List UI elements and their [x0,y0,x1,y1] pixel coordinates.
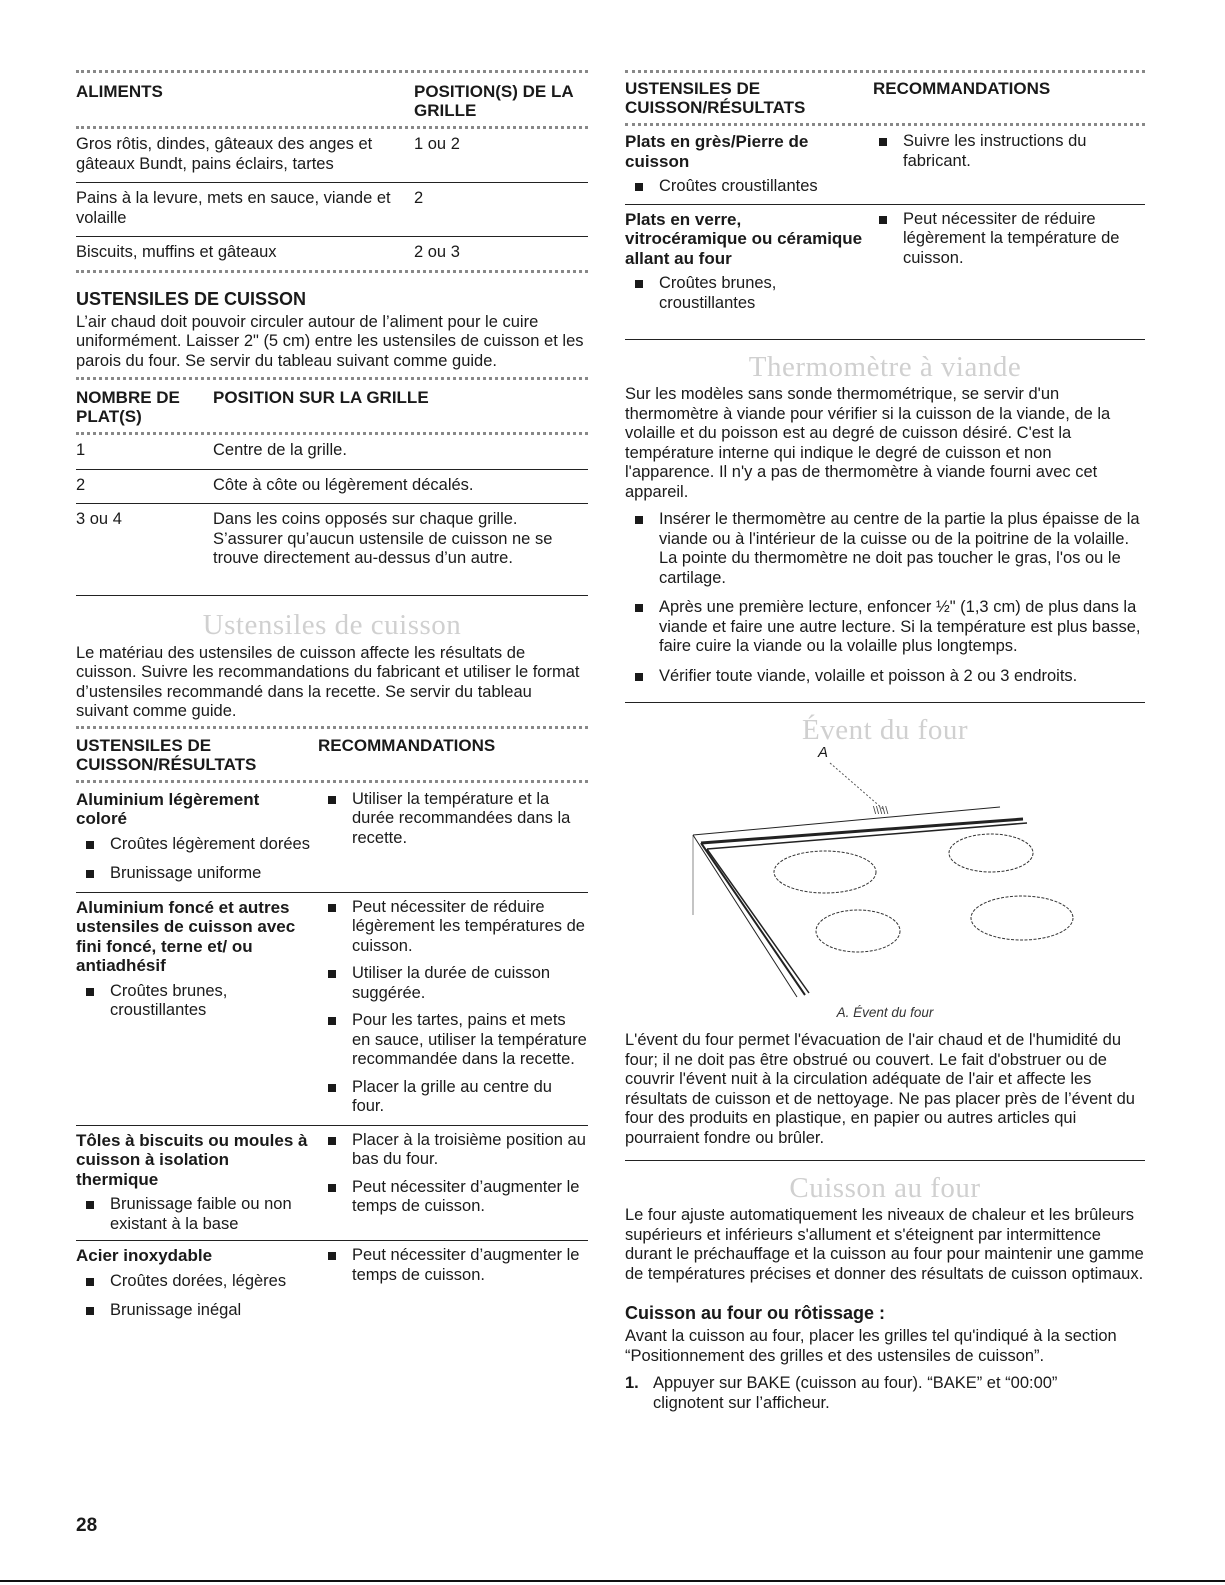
list-item: Peut nécessiter d’augmenter le temps de cuisson. [318,1246,588,1285]
table-row [76,1131,588,1235]
table3-recs-cell [318,790,588,884]
cuisson-paragraph: Le four ajuste automatiquement les niveaux de chaleur et les brûleurs supérieurs et inférieurs s'allument et s'éteignent par intermittence durant le préchauffage et la cuisson au four pour maintenir une gamme de températures précises et donner des résultats de cuisson optimaux. [625,1206,1144,1283]
row-divider [76,236,588,237]
table4-recs-cell [869,210,1139,314]
cookware-name: Plats en grès/Pierre de cuisson [625,132,809,171]
section-divider [625,1160,1145,1161]
list-item: Pour les tartes, pains et mets en sauce, utiliser la température recommandée dans la recette. [318,1011,588,1070]
table2-cell: 3 ou 4 [76,510,122,528]
list-item: Croûtes légèrement dorées [76,835,310,855]
list-item: Croûtes brunes, croustillantes [76,982,310,1021]
table3-results-cell [76,1246,318,1321]
table-row [76,441,588,461]
table-top-rule [76,70,588,73]
section-title-thermometre: Thermomètre à viande [748,351,1022,383]
table-top-rule [76,726,588,729]
row-divider [76,1240,588,1241]
table-row [76,510,588,569]
table2-header-position: POSITION SUR LA GRILLE [213,388,429,407]
callout-letter: A [818,744,829,761]
list-item: Croûtes croustillantes [625,177,863,197]
step-text: Appuyer sur BAKE (cuisson au four). “BAKE” et “00:00” clignotent sur l’afficheur. [653,1374,1058,1412]
event-paragraph: L'évent du four permet l'évacuation de l'air chaud et de l'humidité du four; il ne doit pas être obstrué ou couvert. Le fait d'obstruer ou de couvrir l'évent nuit à la circulation adéquate de l'air et affecte les résultats de cuisson et de nettoyage. Ne pas placer près de l’évent du four des produits en plastique, en papier ou autres articles qui pourraient fondre ou brûler. [625,1031,1135,1147]
table-row [76,1246,588,1321]
table1-cell: Pains à la levure, mets en sauce, viande et volaille [76,189,391,227]
oven-vent-illustration [625,744,1145,1005]
table1-cell: 2 [414,189,424,207]
section-divider [625,702,1145,703]
table1-cell: Gros rôtis, dindes, gâteaux des anges et gâteaux Bundt, pains éclairs, tartes [76,135,373,173]
table2-header-rule [76,432,588,435]
list-item: Placer à la troisième position au bas du four. [318,1131,588,1170]
table3-header-ustensiles: USTENSILES DE CUISSON/RÉSULTATS [76,735,257,774]
table-row [76,476,588,496]
table4-header-ustensiles: USTENSILES DE CUISSON/RÉSULTATS [625,79,806,117]
table3-recs-cell [318,898,588,1117]
cuisson-subheading: Cuisson au four ou rôtissage : [625,1303,886,1323]
table2-cell: Dans les coins opposés sur chaque grille. S’assurer qu’aucun ustensile de cuisson ne se trouve directement au-dessus d’un autre. [213,510,553,567]
row-divider [625,204,1145,205]
list-item: Utiliser la température et la durée recommandées dans la recette. [318,790,588,849]
list-item: Vérifier toute viande, volaille et poisson à 2 ou 3 endroits. [625,667,1145,687]
table2-cell: 2 [76,475,86,494]
table3-header-rule [76,780,588,783]
table-bottom-rule [76,270,588,273]
list-item: Peut nécessiter de réduire légèrement la température de cuisson. [869,210,1139,269]
list-item: Placer la grille au centre du four. [318,1078,588,1117]
cookware-name: Plats en verre, vitrocéramique ou céramique allant au four [625,209,863,268]
table2-cell: 1 [76,441,86,459]
table4-header-recommandations: RECOMMANDATIONS [873,79,1051,98]
list-item: Utiliser la durée de cuisson suggérée. [318,964,588,1003]
table4-recs-cell [869,132,1139,197]
table1-cell: 1 ou 2 [414,135,460,153]
table3-recs-cell [318,1246,588,1321]
list-item: Croûtes dorées, légères [76,1272,310,1292]
section-title-ustensiles: Ustensiles de cuisson [202,608,462,641]
figure-caption: A. Évent du four [836,1005,934,1020]
row-divider [76,469,588,470]
section-ustensiles-paragraph: Le matériau des ustensiles de cuisson affecte les résultats de cuisson. Suivre les recommandations du fabricant et utiliser le format d’ustensiles recommandé dans la recette. Se servir du tableau suivant comme guide. [76,643,580,720]
table-top-rule [625,70,1145,73]
list-item: Brunissage inégal [76,1301,310,1321]
section-divider [76,595,588,596]
cookware-name: Acier inoxydable [76,1246,213,1265]
table-row [76,135,588,174]
row-divider [76,892,588,893]
table-row [625,132,1145,197]
cuisson-subparagraph: Avant la cuisson au four, placer les grilles tel qu'indiqué à la section “Positionnement des grilles et des ustensiles de cuisson”. [625,1327,1117,1365]
table1-header-food: ALIMENTS [76,82,163,101]
table-row [625,210,1145,314]
table-row [76,243,588,263]
table3-results-cell [76,790,318,884]
page-bottom-rule [0,1580,1225,1582]
table-top-rule [76,377,588,380]
right-column [625,70,1145,1413]
table1-cell: Biscuits, muffins et gâteaux [76,243,277,261]
list-item: Brunissage uniforme [76,864,310,884]
table2-cell: Centre de la grille. [213,441,347,459]
table1-header-position: POSITION(S) DE LA GRILLE [414,82,573,120]
table1-header-rule [76,126,588,129]
section-title-event: Évent du four [802,714,968,746]
list-item: Brunissage faible ou non existant à la base [76,1195,310,1234]
list-item: Insérer le thermomètre au centre de la partie la plus épaisse de la viande ou à l'intérieur de la cuisse ou de la poitrine de la volaille. La pointe du thermomètre ne doit pas toucher le gras, l'os ou le cartilage. [625,510,1145,588]
cookware-name: Aluminium légèrement coloré [76,789,260,828]
table4-results-cell [625,132,869,197]
cookware-name: Aluminium foncé et autres ustensiles de cuisson avec fini foncé, terne et/ ou antiadhésif [76,897,296,975]
table-row [76,790,588,884]
list-item: Peut nécessiter d’augmenter le temps de cuisson. [318,1178,588,1217]
ustensiles-paragraph: L’air chaud doit pouvoir circuler autour de l’aliment pour le cuire uniformément. Laisser 2" (5 cm) entre les ustensiles de cuisson et les parois du four. Se servir du tableau suivant comme guide. [76,312,584,370]
table4-results-cell [625,210,869,314]
section-divider [625,339,1145,340]
table1-cell: 2 ou 3 [414,243,460,261]
left-column [76,70,588,1321]
cooktop-drawing [625,747,1145,1005]
list-item: Croûtes brunes, croustillantes [625,274,863,313]
table2-header [76,388,588,426]
svg-text:\\\\\: \\\\\ [873,805,889,817]
table2-header-count: NOMBRE DE PLAT(S) [76,388,180,426]
cookware-name: Tôles à biscuits ou moules à cuisson à isolation thermique [76,1130,308,1189]
table3-header-recommandations: RECOMMANDATIONS [318,735,496,755]
page-number: 28 [76,1515,98,1536]
table-row [76,898,588,1117]
table3-results-cell [76,898,318,1117]
row-divider [76,503,588,504]
table1-header [76,82,588,120]
list-item: Suivre les instructions du fabricant. [869,132,1139,171]
section-title-cuisson: Cuisson au four [789,1172,981,1204]
list-item: Après une première lecture, enfoncer ½" (1,3 cm) de plus dans la viande et faire une autre lecture. Si la température est plus basse, faire cuire la viande ou la volaille plus longtemps. [625,598,1145,657]
step-item [625,1374,1145,1413]
table3-results-cell [76,1131,318,1235]
table3-recs-cell [318,1131,588,1235]
table3-header [76,736,588,774]
table-row [76,189,588,228]
thermo-paragraph: Sur les modèles sans sonde thermométrique, se servir d'un thermomètre à viande pour vérifier si la cuisson de la viande, de la volaille et du poisson est au degré de cuisson désiré. C'est la température interne qui indique le degré de cuisson et non l'apparence. Il n'y a pas de thermomètre à viande fourni avec cet appareil. [625,385,1111,501]
ustensiles-heading: USTENSILES DE CUISSON [76,288,307,309]
table2-cell: Côte à côte ou légèrement décalés. [213,475,474,494]
row-divider [76,1125,588,1126]
row-divider [76,182,588,183]
step-number: 1. [625,1374,639,1392]
list-item: Peut nécessiter de réduire légèrement les températures de cuisson. [318,898,588,957]
table4-header-rule [625,123,1145,126]
table4-header [625,79,1145,117]
